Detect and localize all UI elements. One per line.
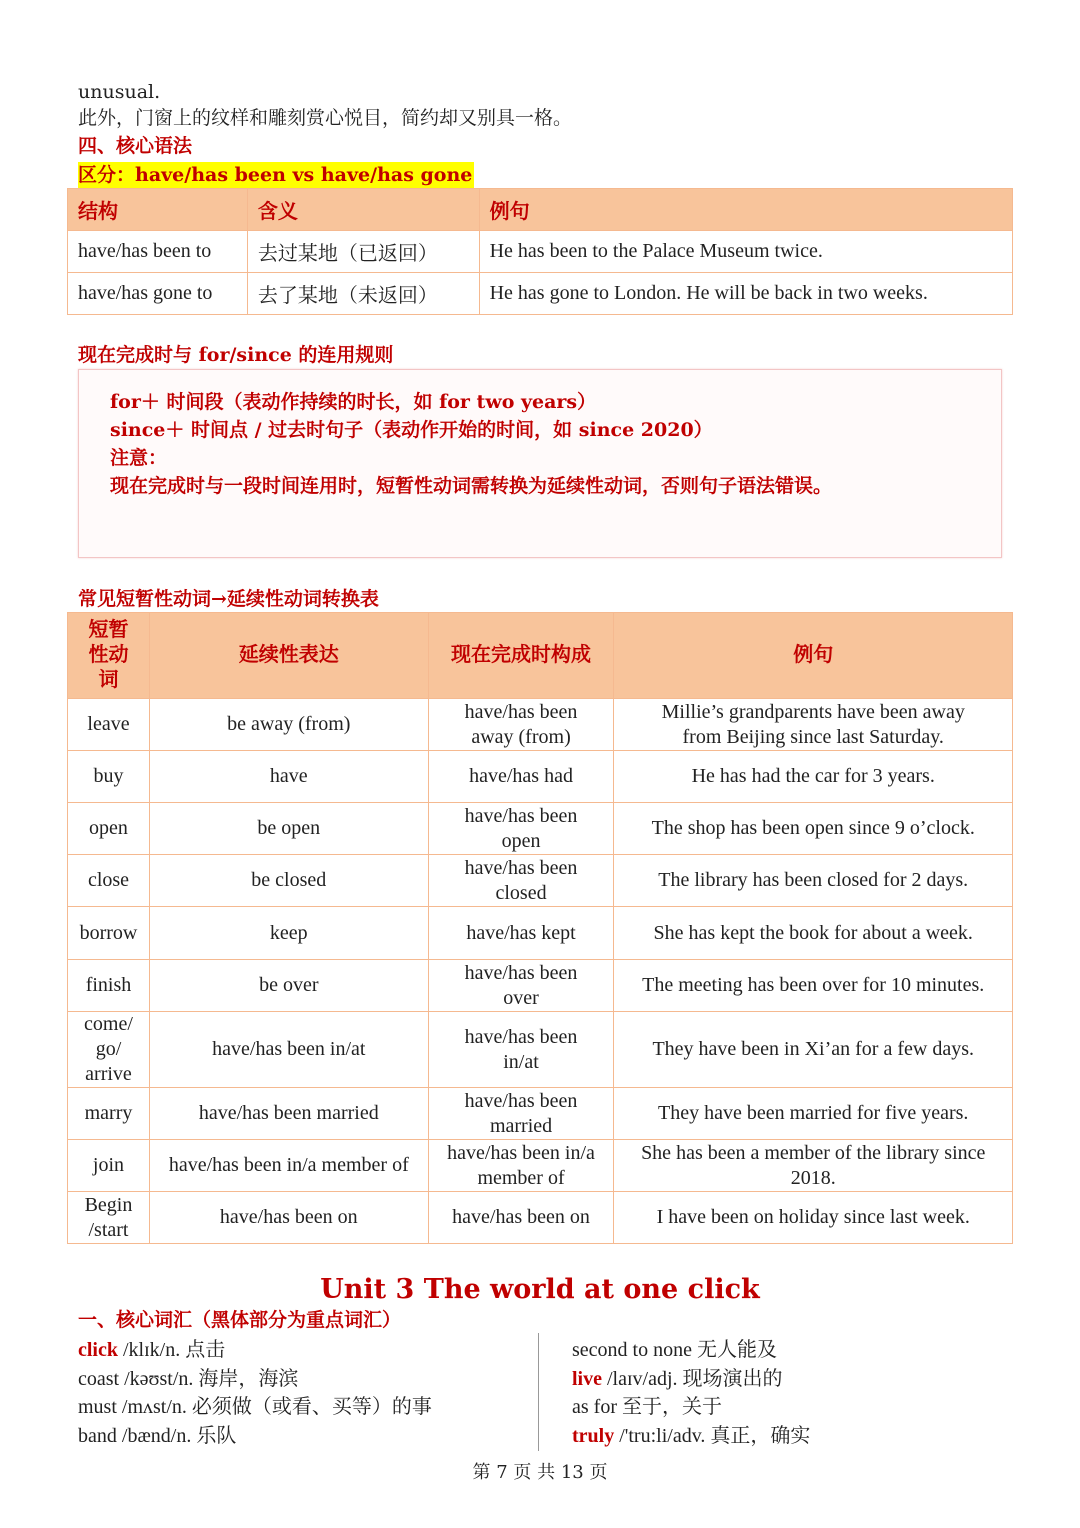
header-cell: 延续性表达 [149, 613, 428, 699]
table-cell: open [68, 803, 150, 855]
rule-line: since＋ 时间点 / 过去时句子（表动作开始的时间，如 since 2020） [110, 419, 713, 441]
table-cell: 去过某地（已返回） [247, 231, 479, 273]
table-cell: have/has been married [428, 1088, 614, 1140]
rule-heading: 现在完成时与 for/since 的连用规则 [78, 344, 394, 366]
table-row [68, 907, 1013, 960]
table-cell: be over [149, 960, 428, 1012]
table-cell: She has been a member of the library since 2018. [614, 1140, 1013, 1192]
table-row [68, 1192, 1013, 1244]
table-cell: have/has been in/at [428, 1012, 614, 1088]
vocab-heading: 一、核心词汇（黑体部分为重点词汇） [78, 1309, 402, 1331]
page-footer: 第 7 页 共 13 页 [472, 1462, 608, 1483]
table-cell: finish [68, 960, 150, 1012]
table-cell: Begin /start [68, 1192, 150, 1244]
vocab-item: click /klɪk/n. 点击 [78, 1339, 226, 1361]
table-cell: have/has been open [428, 803, 614, 855]
vocab-item: as for 至于，关于 [572, 1396, 722, 1418]
table-cell: come/ go/ arrive [68, 1012, 150, 1088]
been-gone-table [67, 188, 1013, 315]
header-cell: 短暂性动词 [68, 613, 150, 699]
table-cell: 去了某地（未返回） [247, 273, 479, 315]
table-cell: have/has been in/a member of [149, 1140, 428, 1192]
table-cell: The library has been closed for 2 days. [614, 855, 1013, 907]
table-cell: I have been on holiday since last week. [614, 1192, 1013, 1244]
table-cell: have/has been over [428, 960, 614, 1012]
table-cell: have/has gone to [68, 273, 248, 315]
vocab-right-column [572, 1336, 810, 1450]
table-cell: have/has been closed [428, 855, 614, 907]
table-row [68, 1140, 1013, 1192]
vocab-left-column [78, 1336, 432, 1450]
table-cell: have/has been away (from) [428, 699, 614, 751]
vocab-item: live /laɪv/adj. 现场演出的 [572, 1367, 783, 1390]
vocab-item: must /mʌst/n. 必须做（或看、买等）的事 [78, 1396, 432, 1418]
table-row [68, 231, 1013, 273]
table-cell: She has kept the book for about a week. [614, 907, 1013, 960]
intro-line-1: unusual. [78, 81, 161, 103]
table-cell: marry [68, 1088, 150, 1140]
table-row [68, 855, 1013, 907]
table-cell: have/has been to [68, 231, 248, 273]
table-cell: be away (from) [149, 699, 428, 751]
table-cell: have/has been on [428, 1192, 614, 1244]
table-row [68, 1088, 1013, 1140]
table-cell: He has had the car for 3 years. [614, 751, 1013, 803]
table-cell: have/has been in/a member of [428, 1140, 614, 1192]
vocab-item: second to none 无人能及 [572, 1339, 777, 1361]
header-cell: 结构 [68, 189, 248, 231]
table-cell: have/has been married [149, 1088, 428, 1140]
header-cell: 含义 [247, 189, 479, 231]
rule-box [78, 369, 1002, 558]
intro-line-2: 此外，门窗上的纹样和雕刻赏心悦目，简约却又别具一格。 [78, 107, 573, 129]
header-cell: 现在完成时构成 [428, 613, 614, 699]
table-cell: He has gone to London. He will be back in two weeks. [479, 273, 1012, 315]
table-cell: have/has been on [149, 1192, 428, 1244]
table-row [68, 751, 1013, 803]
table-cell: buy [68, 751, 150, 803]
rule-line: 现在完成时与一段时间连用时，短暂性动词需转换为延续性动词，否则句子语法错误。 [110, 475, 833, 497]
table-cell: be closed [149, 855, 428, 907]
table-cell: borrow [68, 907, 150, 960]
table-cell: They have been married for five years. [614, 1088, 1013, 1140]
table-cell: Millie’s grandparents have been away from Beijing since last Saturday. [614, 699, 1013, 751]
unit-title: Unit 3 The world at one click [320, 1274, 760, 1305]
table-cell: be open [149, 803, 428, 855]
table-cell: have/has had [428, 751, 614, 803]
table-cell: have [149, 751, 428, 803]
table-cell: leave [68, 699, 150, 751]
table-cell: have/has kept [428, 907, 614, 960]
table-cell: They have been in Xi’an for a few days. [614, 1012, 1013, 1088]
table2-heading: 常见短暂性动词→延续性动词转换表 [78, 588, 379, 610]
header-cell: 例句 [479, 189, 1012, 231]
grammar-subheading: 区分：have/has been vs have/has gone [78, 164, 473, 186]
table-cell: The shop has been open since 9 o’clock. [614, 803, 1013, 855]
vocab-item: coast /kəʊst/n. 海岸，海滨 [78, 1367, 299, 1390]
rule-line: for＋ 时间段（表动作持续的时长，如 for two years） [110, 391, 597, 413]
table-header-row [68, 613, 1013, 699]
column-divider [538, 1333, 539, 1451]
vocab-item: band /bænd/n. 乐队 [78, 1424, 237, 1447]
header-cell: 例句 [614, 613, 1013, 699]
vocab-item: truly /'tru:li/adv. 真正，确实 [572, 1424, 811, 1447]
verb-conversion-table [67, 612, 1013, 1244]
table-row [68, 803, 1013, 855]
table-cell: He has been to the Palace Museum twice. [479, 231, 1012, 273]
table-cell: The meeting has been over for 10 minutes. [614, 960, 1013, 1012]
table-row [68, 1012, 1013, 1088]
table-cell: keep [149, 907, 428, 960]
grammar-heading: 四、核心语法 [78, 135, 193, 157]
table-row [68, 273, 1013, 315]
table-cell: close [68, 855, 150, 907]
table-header-row [68, 189, 1013, 231]
table-cell: have/has been in/at [149, 1012, 428, 1088]
table-cell: join [68, 1140, 150, 1192]
table-row [68, 960, 1013, 1012]
rule-line: 注意： [110, 447, 168, 469]
table-row [68, 699, 1013, 751]
